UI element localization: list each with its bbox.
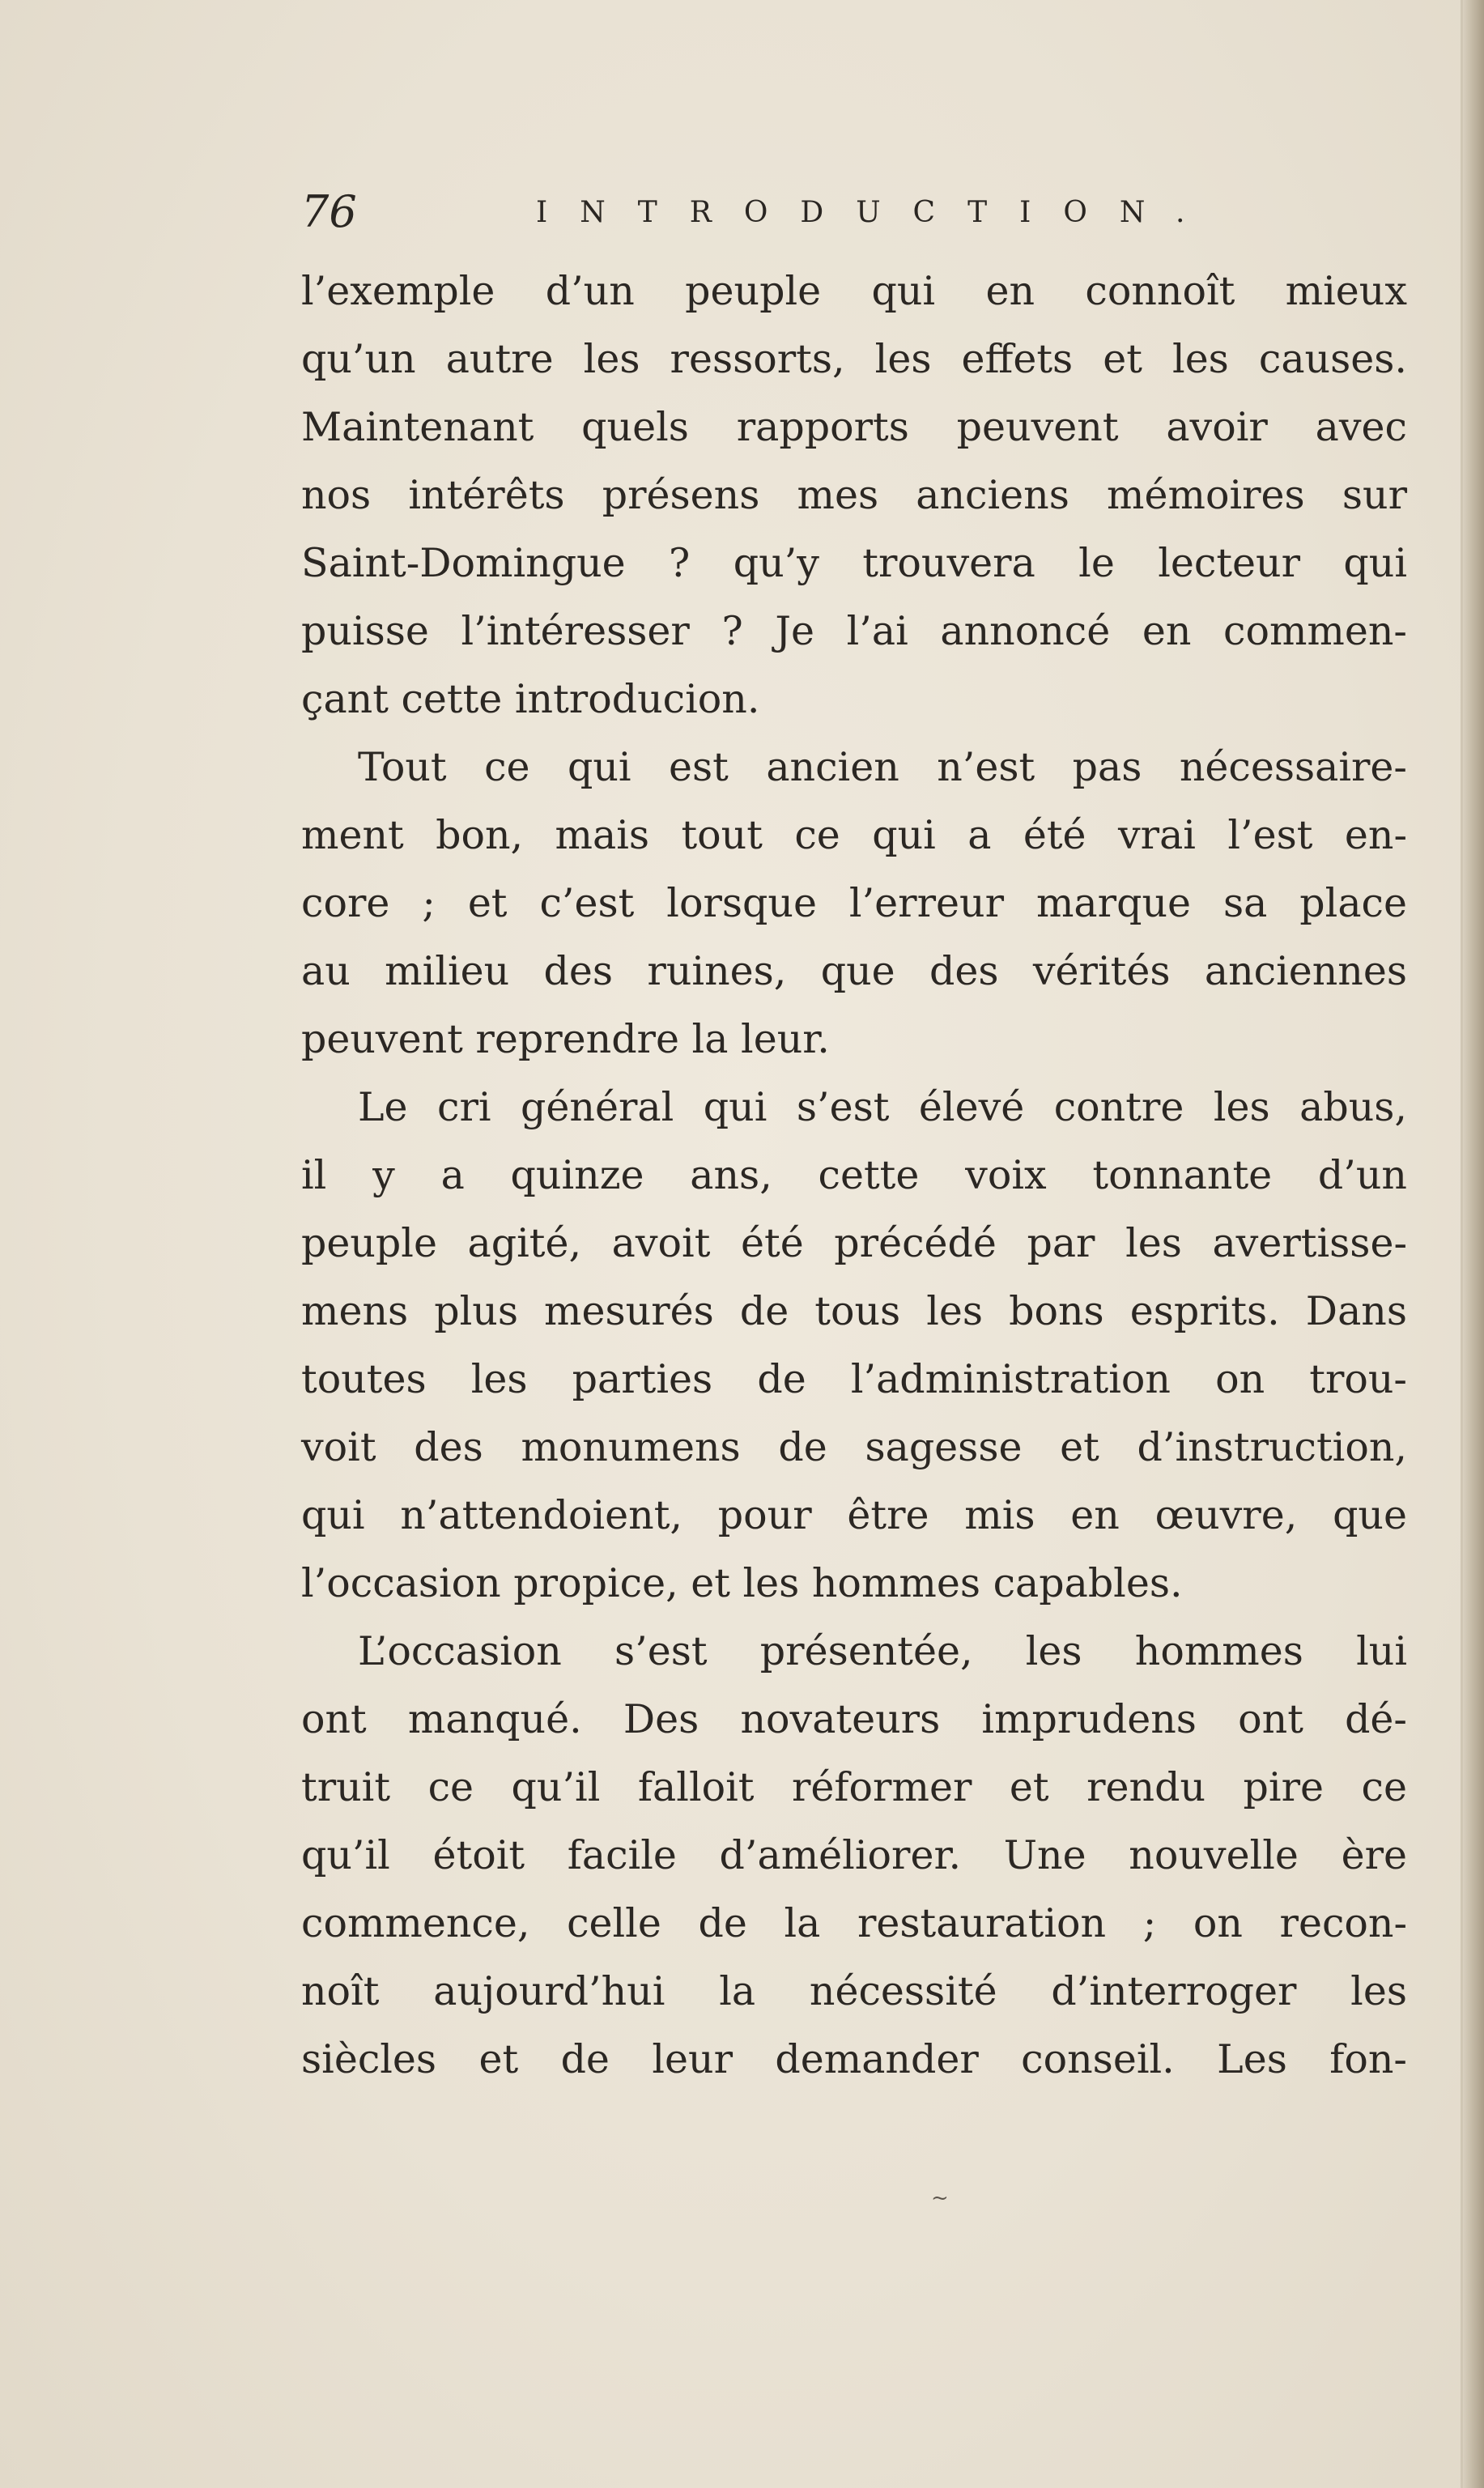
text-line: core ; et c’est lorsque l’erreur marque sa place [301, 880, 1407, 926]
page-gutter-shadow [1463, 0, 1484, 2488]
running-head: INTRODUCTION. [536, 196, 1218, 229]
page-header [301, 186, 1418, 243]
text-line: au milieu des ruines, que des vérités anciennes [301, 948, 1407, 994]
text-line: ment bon, mais tout ce qui a été vrai l’est en- [301, 812, 1407, 858]
text-line: l’occasion propice, et les hommes capables. [301, 1560, 1183, 1606]
text-line: çant cette introducion. [301, 676, 760, 722]
text-line: peuvent reprendre la leur. [301, 1016, 830, 1062]
text-line: Tout ce qui est ancien n’est pas nécessaire- [358, 744, 1407, 790]
text-line: qu’un autre les ressorts, les effets et les causes. [301, 336, 1407, 382]
body-text [301, 257, 1407, 2094]
text-line: nos intérêts présens mes anciens mémoires sur [301, 472, 1407, 518]
text-line: ont manqué. Des novateurs imprudens ont dé- [301, 1696, 1407, 1742]
page-number: 76 [301, 186, 357, 237]
text-line: Maintenant quels rapports peuvent avoir avec [301, 404, 1407, 450]
text-line: qui n’attendoient, pour être mis en œuvre, que [301, 1492, 1407, 1538]
text-line: noît aujourd’hui la nécessité d’interroger les [301, 1968, 1407, 2014]
text-line: mens plus mesurés de tous les bons esprits. Dans [301, 1288, 1407, 1334]
text-line: puisse l’intéresser ? Je l’ai annoncé en commen- [301, 608, 1407, 654]
printer-mark-ornament: ~ [931, 2186, 949, 2210]
text-line: toutes les parties de l’administration on trou- [301, 1356, 1407, 1402]
text-line: siècles et de leur demander conseil. Les fon- [301, 2036, 1407, 2082]
text-line: Le cri général qui s’est élevé contre les abus, [358, 1084, 1407, 1130]
text-line: qu’il étoit facile d’améliorer. Une nouvelle ère [301, 1832, 1407, 1878]
text-line: il y a quinze ans, cette voix tonnante d’un [301, 1152, 1407, 1198]
text-line: truit ce qu’il falloit réformer et rendu pire ce [301, 1764, 1407, 1810]
text-line: l’exemple d’un peuple qui en connoît mieux [301, 268, 1407, 314]
text-line: L’occasion s’est présentée, les hommes lui [358, 1628, 1407, 1674]
text-line: peuple agité, avoit été précédé par les avertisse- [301, 1220, 1407, 1266]
text-line: voit des monumens de sagesse et d’instruction, [301, 1424, 1407, 1470]
text-line: commence, celle de la restauration ; on recon- [301, 1900, 1407, 1946]
text-line: Saint-Domingue ? qu’y trouvera le lecteur qui [301, 540, 1407, 586]
